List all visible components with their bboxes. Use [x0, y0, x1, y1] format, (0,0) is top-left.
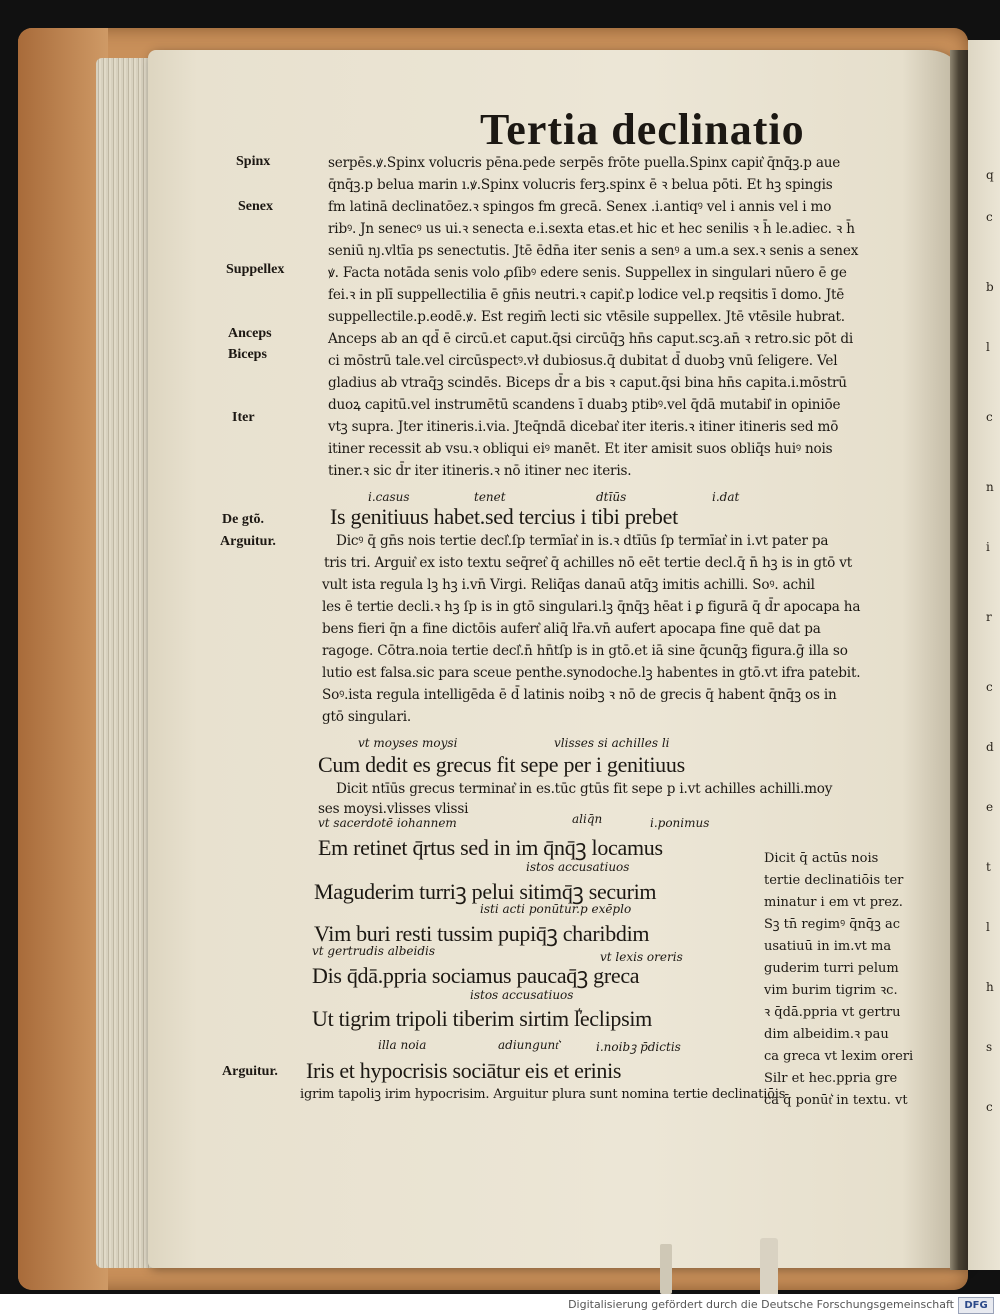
facing-page-glyph: t	[986, 860, 991, 874]
verse-line: Cum dedit es grecus fit sepe per i genitiuus	[318, 752, 685, 777]
right-page-edge	[968, 40, 1000, 1270]
margin-label-spinx: Spinx	[236, 154, 271, 169]
dfg-logo: DFG	[958, 1297, 994, 1314]
body-line: serpēs.ꝟ.Spinx volucris pēna.pede serpēs frōte puella.Spinx capit͛ q̄nq̄ꝫ.p aue	[328, 155, 841, 171]
interlinear-gloss: illa noia	[378, 1038, 427, 1052]
page-title: Tertia declinatio	[480, 105, 805, 154]
cover-edge	[18, 28, 108, 1290]
side-gloss-line: ꝛ q̄dā.ppria vt gertru	[764, 1005, 901, 1020]
funding-credit: Digitalisierung gefördert durch die Deutsche Forschungsgemeinschaft	[568, 1298, 954, 1311]
margin-label-iter: Iter	[232, 410, 255, 425]
commentary-line: ses moysi.vlisses vlissi	[318, 801, 469, 817]
facing-page-glyph: c	[986, 1100, 993, 1114]
facing-page-glyph: n	[986, 480, 994, 494]
verse-line: Maguderim turriꝫ pelui sitimq̄ꝫ securim	[314, 879, 657, 904]
facing-page-glyph: c	[986, 680, 993, 694]
body-line: itiner recessit ab vsu.ꝛ obliqui eiꝰ manēt. Et iter amisit suos obliq̄s huiꝰ nois	[328, 441, 833, 457]
interlinear-gloss: istos accusatiuos	[470, 988, 574, 1002]
footer-bar	[0, 1294, 1000, 1316]
commentary-line: gtō singulari.	[322, 709, 412, 725]
interlinear-gloss: tenet	[474, 490, 506, 504]
commentary-line: les ē tertie decli.ꝛ hꝫ ſp is in gtō singulari.lꝫ q̄nq̄ꝫ hēat i ꝑ figurā q̄ d̄r apocapa ha	[322, 599, 861, 615]
margin-label-arguitur-2: Arguitur.	[222, 1064, 278, 1079]
side-gloss-line: Dicit q̄ actūs nois	[764, 851, 879, 866]
body-line: ꝟ. Facta notāda senis volo ꝓſibꝰ edere senis. Suppellex in singulari nūero ē ge	[328, 265, 847, 281]
commentary-line: vult ista regula lꝫ hꝫ i.vn̄ Virgi. Reliq̄as danaū atq̄ꝫ imitis achilli. Soꝰ. achil	[322, 577, 815, 593]
facing-page-glyph: l	[986, 920, 990, 934]
margin-label-arguitur: Arguitur.	[220, 534, 276, 549]
body-line: Anceps ab an qd̄ ē circū.et caput.q̄si circūq̄ꝫ hn̄s caput.scꝫ.an̄ ꝛ retro.sic pōt di	[328, 331, 854, 347]
commentary-line: ragoge. Cōtra.noia tertie decl͛.n̄ hn̄tſp is in gtō.et iā sine q̄cunq̄ꝫ figura.ḡ illa so	[322, 643, 848, 659]
verse-line: Ut tigrim tripoli tiberim sirtim l͛eclipsim	[312, 1006, 652, 1031]
margin-label-suppellex: Suppellex	[226, 262, 285, 277]
body-line: suppellectile.p.eodē.ꝟ. Est regim̄ lecti sic vtēsile suppellex. Jtē vtēsile hubrat.	[328, 309, 845, 325]
page-clip	[760, 1238, 778, 1294]
last-line: igrim tapoliꝫ irim hypocrisim. Arguitur plura sunt nomina tertie declinatiōis	[300, 1087, 786, 1102]
body-line: tiner.ꝛ sic d̄r iter itineris.ꝛ nō itiner nec iteris.	[328, 463, 632, 479]
facing-page-glyph: i	[986, 540, 990, 554]
body-line: fei.ꝛ in plī suppellectilia ē gn̄is neutri.ꝛ capit͛.p lodice vel.p reqsitis ī domo. Jtē	[328, 287, 845, 303]
verse-line: Is genitiuus habet.sed tercius i tibi prebet	[330, 504, 678, 529]
commentary-line: Dicꝰ q̄ gn̄s nois tertie decl͛.ſp termīat͛ in is.ꝛ dtīūs ſp termīat͛ in i.vt pater pa	[336, 533, 829, 549]
commentary-line: Soꝰ.ista regula intelligēda ē d̄ latinis noibꝫ ꝛ nō de grecis q̄ habent q̄nq̄ꝫ os in	[322, 687, 837, 703]
facing-page-glyph: s	[986, 1040, 993, 1054]
commentary-line: lutio est falsa.sic para sceue penthe.synodoche.lꝫ habentes in gtō.vt ifra patebit.	[322, 665, 861, 681]
interlinear-gloss: vt moyses moysi	[358, 736, 458, 750]
interlinear-gloss: aliq̄n	[572, 812, 603, 826]
side-gloss-line: Silr et hec.ppria gre	[764, 1071, 898, 1086]
verse-line: Em retinet q̄rtus sed in im q̄nq̄ꝫ locamus	[318, 835, 663, 860]
body-line: ci mōstrū tale.vel circūspectꝰ.vł dubiosus.q̄ dubitat d̄ duobꝫ vnū ſeligere. Vel	[328, 353, 838, 369]
facing-page-glyph: c	[986, 410, 993, 424]
body-line: seniū nȷ.vltīa ps senectutis. Jtē ēdn̄a iter senis a senꝰ a um.a sex.ꝛ senis a senex	[328, 243, 859, 259]
interlinear-gloss: i.ponimus	[650, 816, 710, 830]
interlinear-gloss: vt gertrudis albeidis	[312, 944, 436, 958]
facing-page-glyph: d	[986, 740, 994, 754]
facing-page-glyph: c	[986, 210, 993, 224]
body-line: fm latinā declinatōez.ꝛ spingos fm grecā. Senex .i.antiqꝰ vel i annis vel i mo	[328, 199, 832, 215]
verse-line: Vim buri resti tussim pupiq̄ꝫ charibdim	[314, 921, 650, 946]
interlinear-gloss: isti acti ponūtur.p exēplo	[480, 902, 632, 916]
interlinear-gloss: i.noibꝫ p̄dictis	[596, 1040, 681, 1054]
interlinear-gloss: vt sacerdotē iohannem	[318, 816, 457, 830]
verse-line: Iris et hypocrisis sociātur eis et erinis	[306, 1058, 622, 1083]
facing-page-glyph: r	[986, 610, 992, 624]
interlinear-gloss: adiungunt͛	[498, 1038, 559, 1052]
side-gloss-line: usatiuū in im.vt ma	[764, 939, 892, 954]
interlinear-gloss: i.dat	[712, 490, 740, 504]
facing-page-glyph: e	[986, 800, 994, 814]
margin-label-anceps: Anceps	[228, 326, 272, 341]
body-line: ribꝰ. Jn senecꝰ us ui.ꝛ senecta e.i.sexta etas.et hic et hec senilis ꝛ h̄ le.adiec. ꝛ h̄	[328, 221, 855, 237]
body-line: q̄nq̄ꝫ.p belua marin ı.ꝟ.Spinx volucris ferꝫ.spinx ē ꝛ belua pōti. Et hꝫ spingis	[328, 177, 833, 193]
body-line: duoꝝ capitū.vel instrumētū scandens ī duabꝫ ptibꝰ.vel q̄dā mutabil͛ in opiniōe	[328, 397, 841, 413]
interlinear-gloss: dtīūs	[596, 490, 627, 504]
interlinear-gloss: i.casus	[368, 490, 410, 504]
facing-page-glyph: b	[986, 280, 994, 294]
interlinear-gloss: vt lexis oreris	[600, 950, 683, 964]
side-gloss-line: guderim turri pelum	[764, 961, 899, 976]
facing-page-glyph: q	[986, 168, 994, 182]
body-line: vtꝫ supra. Jter itineris.i.via. Jteq̄ndā dicebat͛ iter iteris.ꝛ itiner itineris sed mō	[328, 419, 839, 435]
facing-page-glyph: l	[986, 340, 990, 354]
side-gloss-line: minatur i em vt prez.	[764, 895, 903, 910]
interlinear-gloss: vlisses si achilles li	[554, 736, 670, 750]
body-line: gladius ab vtraq̄ꝫ scindēs. Biceps d̄r a bis ꝛ caput.q̄si bina hn̄s capita.i.mōstrū	[328, 375, 847, 391]
verse-line: Dis q̄dā.ppria sociamus paucaq̄ꝫ greca	[312, 963, 640, 988]
page-clip-small	[660, 1244, 672, 1294]
side-gloss-line: ca greca vt lexim oreri	[764, 1049, 914, 1064]
side-gloss-line: vim burim tigrim ꝛc.	[764, 983, 898, 998]
commentary-line: tris tri. Arguit͛ ex isto textu seq̄ret͛ q̄ achilles nō eēt tertie decl.q̄ n̄ hꝫ is in gtō vt	[324, 555, 852, 571]
margin-label-senex: Senex	[238, 199, 273, 214]
side-gloss-line: Sꝫ tn̄ regimꝰ q̄nq̄ꝫ ac	[764, 917, 901, 932]
margin-label-biceps: Biceps	[228, 347, 267, 362]
interlinear-gloss: istos accusatiuos	[526, 860, 630, 874]
side-gloss-line: dim albeidim.ꝛ pau	[764, 1027, 889, 1042]
side-gloss-line: ca q̄ ponūt͛ in textu. vt	[764, 1093, 908, 1108]
side-gloss-line: tertie declinatiōis ter	[764, 873, 904, 888]
facing-page-glyph: h	[986, 980, 994, 994]
margin-label-de-gto: De gtõ.	[222, 512, 264, 527]
commentary-line: bens fieri q̄n a fine dictōis aufert͛ aliq̄ lr̄a.vn̄ aufert apocapa fine quē dat pa	[322, 621, 821, 637]
commentary-line: Dicit ntīūs grecus terminat͛ in es.tūc gtūs fit sepe p i.vt achilles achilli.moy	[336, 781, 833, 797]
